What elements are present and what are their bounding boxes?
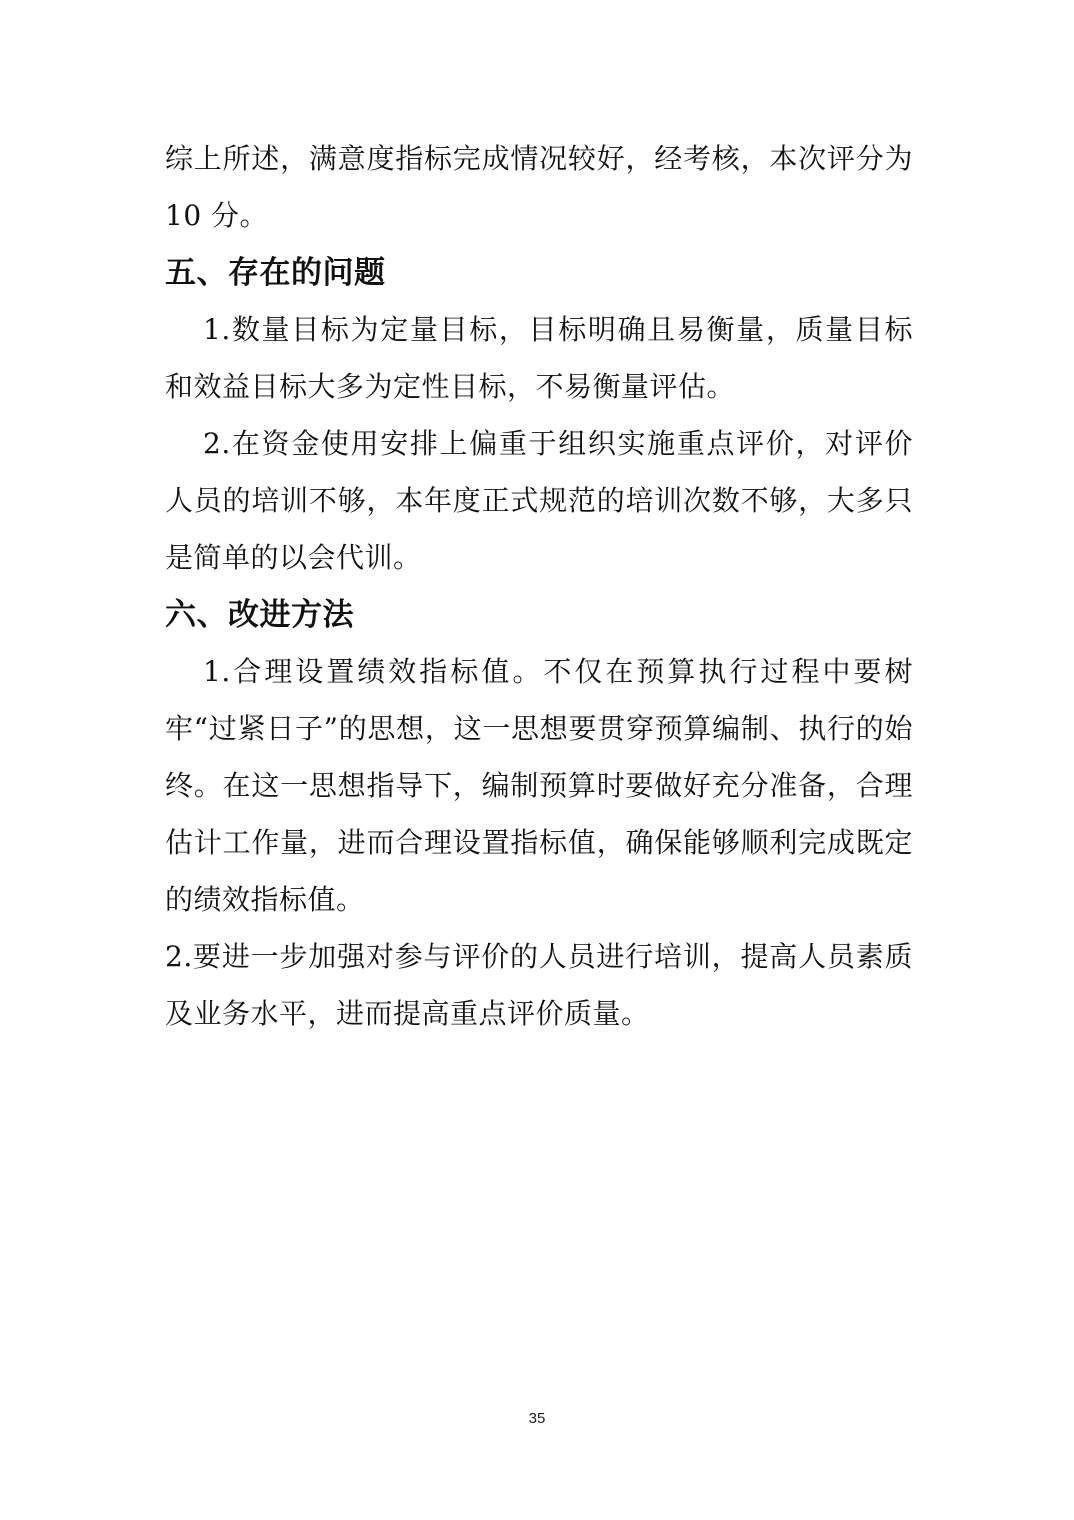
improvement-item-1: 1.合理设置绩效指标值。不仅在预算执行过程中要树牢“过紧日子”的思想，这一思想要贯穿预算编制、执行的始终。在这一思想指导下，编制预算时要做好充分准备，合理估计工作量，进而合理设置指标值，确保能够顺利完成既定的绩效指标值。 (165, 655, 913, 916)
section-heading-problems: 五、存在的问题 (165, 255, 386, 291)
intro-paragraph: 综上所述，满意度指标完成情况较好，经考核，本次评分为10 分。 (165, 142, 913, 232)
problem-item-2: 2.在资金使用安排上偏重于组织实施重点评价，对评价人员的培训不够，本年度正式规范的培训次数不够，大多只是简单的以会代训。 (165, 427, 913, 574)
section-heading-improvements: 六、改进方法 (165, 597, 354, 633)
problem-item-1: 1.数量目标为定量目标，目标明确且易衡量，质量目标和效益目标大多为定性目标，不易衡量评估。 (165, 313, 913, 403)
improvement-item-2: 2.要进一步加强对参与评价的人员进行培训，提高人员素质及业务水平，进而提高重点评价质量。 (165, 940, 913, 1030)
page-content (165, 130, 913, 1042)
page-number: 35 (528, 1410, 546, 1427)
